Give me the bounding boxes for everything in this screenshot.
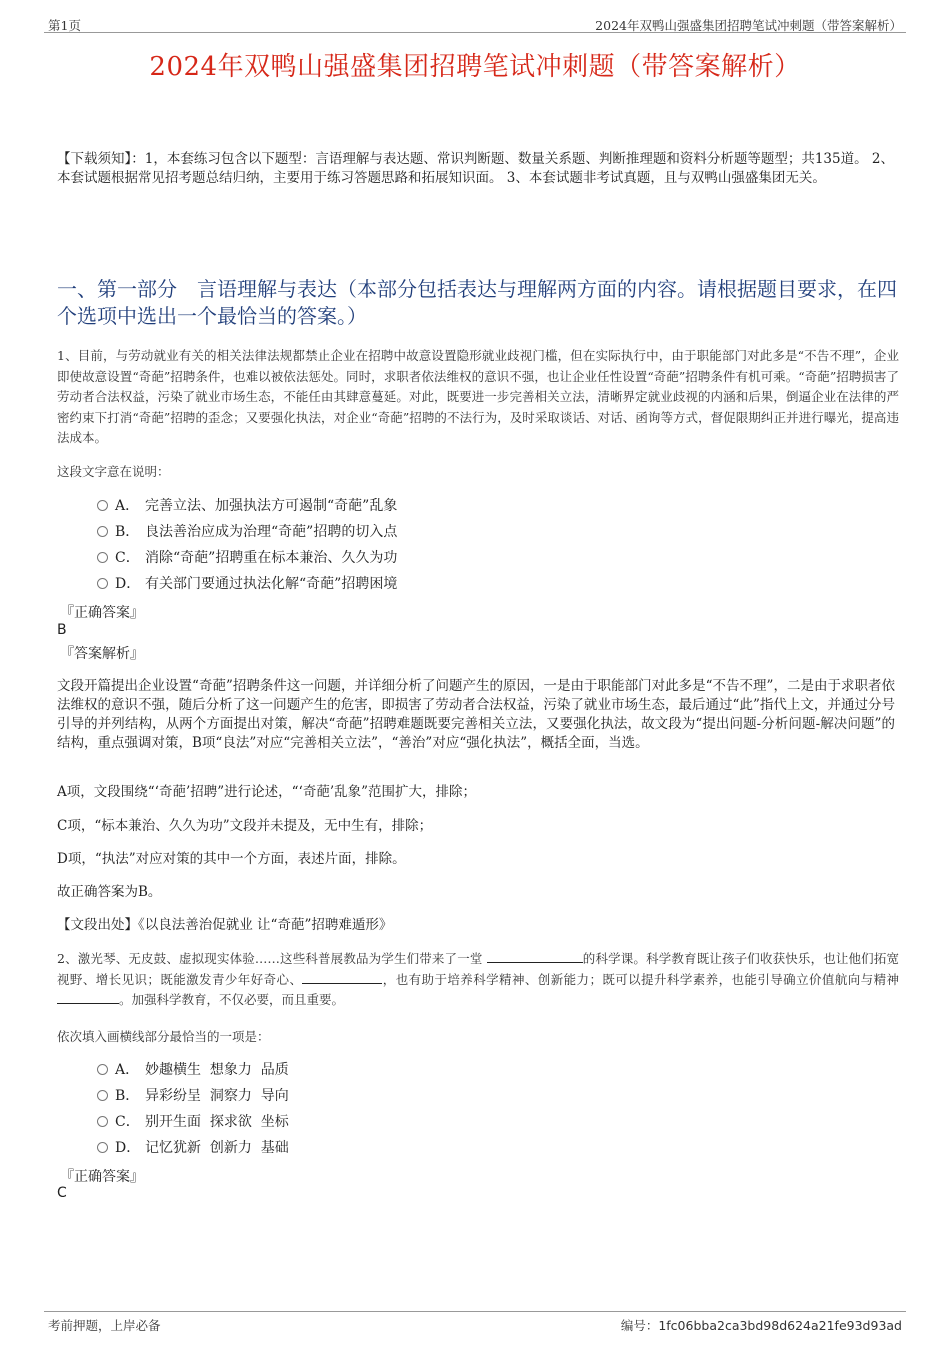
q1-option-b[interactable]: B． 良法善治应成为治理“奇葩”招聘的切入点	[97, 522, 397, 542]
q1-option-c[interactable]: C． 消除“奇葩”招聘重在标本兼治、久久为功	[97, 548, 397, 568]
q2-option-d[interactable]: D． 记忆犹新 创新力 基础	[97, 1138, 289, 1158]
header-title: 2024年双鸭山强盛集团招聘笔试冲刺题（带答案解析）	[595, 18, 902, 33]
q1-analysis-label: 『答案解析』	[60, 646, 144, 662]
page-number: 第1页	[48, 18, 81, 33]
radio-icon[interactable]	[97, 500, 108, 511]
q1-source: 【文段出处】《以良法善治促就业 让“奇葩”招聘难遁形》	[57, 917, 393, 933]
q1-explain-d: D项，“执法”对应对策的其中一个方面，表述片面，排除。	[57, 851, 406, 867]
document-title: 2024年双鸭山强盛集团招聘笔试冲刺题（带答案解析）	[149, 52, 801, 82]
radio-icon[interactable]	[97, 1090, 108, 1101]
fill-blank-2	[302, 971, 382, 984]
section-heading: 一、第一部分 言语理解与表达（本部分包括表达与理解两方面的内容。请根据题目要求，在四个选项中选出一个最恰当的答案。）	[57, 277, 897, 328]
q2-answer-label: 『正确答案』	[60, 1169, 144, 1185]
download-notice: 【下载须知】：1，本套练习包含以下题型：言语理解与表达题、常识判断题、数量关系题、判断推理题和资料分析题等题型；共135道。 2、本套试题根据常见招考题总结归纳，主要用于练习答题思路和拓展知识面。 3、本套试题非考试真题，且与双鸭山强盛集团无关。	[57, 151, 894, 186]
q1-answer: B	[57, 622, 67, 638]
fill-blank-1	[487, 950, 583, 963]
question-2-stem: 依次填入画横线部分最恰当的一项是：	[57, 1029, 270, 1044]
q1-option-a[interactable]: A． 完善立法、加强执法方可遏制“奇葩”乱象	[97, 496, 397, 516]
fill-blank-3	[57, 991, 119, 1004]
footer-slogan: 考前押题，上岸必备	[48, 1318, 161, 1333]
question-2-text: 2、激光琴、无皮鼓、虚拟现实体验……这些科普展教品为学生们带来了一堂 的科学课。科学教育既让孩子们收获快乐，也让他们拓宽视野、增长见识；既能激发青少年好奇心、 ，也有助于培养科学精神、创新能力；既可以提升科学素养，也能引导确立价值航向与精神 。加强科学教育，不仅必要，而且重要。	[57, 951, 899, 1007]
question-1-stem: 这段文字意在说明：	[57, 464, 170, 479]
page-header	[44, 14, 906, 33]
page-footer	[44, 1311, 906, 1332]
radio-icon[interactable]	[97, 526, 108, 537]
radio-icon[interactable]	[97, 1064, 108, 1075]
document-id: 编号：1fc06bba2ca3bd98d624a21fe93d93ad	[620, 1318, 902, 1333]
radio-icon[interactable]	[97, 552, 108, 563]
q2-option-a[interactable]: A． 妙趣横生 想象力 品质	[97, 1060, 289, 1080]
q1-explain-a: A项，文段围绕“‘奇葩’招聘”进行论述，“‘奇葩’乱象”范围扩大，排除；	[57, 784, 477, 800]
q2-option-b[interactable]: B． 异彩纷呈 洞察力 导向	[97, 1086, 289, 1106]
radio-icon[interactable]	[97, 1142, 108, 1153]
radio-icon[interactable]	[97, 578, 108, 589]
radio-icon[interactable]	[97, 1116, 108, 1127]
q1-conclusion: 故正确答案为B。	[57, 884, 162, 900]
q1-analysis: 文段开篇提出企业设置“奇葩”招聘条件这一问题，并详细分析了问题产生的原因，一是由于职能部门对此多是“不告不理”，二是由于求职者依法维权的意识不强，随后分析了这一问题产生的危害，即损害了劳动者合法权益，污染了就业市场生态，最后通过“此”指代上文，并通过分号引导的并列结构，从两个方面提出对策，解决“奇葩”招聘难题既要完善相关立法，又要强化执法，故文段为“提出问题-分析问题-解决问题”的结构，重点强调对策，B项“良法”对应“完善相关立法”，“善治”对应“强化执法”，概括全面，当选。	[57, 678, 895, 751]
q1-answer-label: 『正确答案』	[60, 605, 144, 621]
question-1-text: 1、目前，与劳动就业有关的相关法律法规都禁止企业在招聘中故意设置隐形就业歧视门槛，但在实际执行中，由于职能部门对此多是“不告不理”，企业即使故意设置“奇葩”招聘条件，也难以被依法惩处。同时，求职者依法维权的意识不强，也让企业任性设置“奇葩”招聘条件有机可乘。“奇葩”招聘损害了劳动者合法权益，污染了就业市场生态，不能任由其肆意蔓延。对此，既要进一步完善相关立法，清晰界定就业歧视的内涵和后果，倒逼企业在法律的严密约束下打消“奇葩”招聘的歪念；又要强化执法，对企业“奇葩”招聘的不法行为，及时采取谈话、对话、函询等方式，督促限期纠正并进行曝光，提高违法成本。	[57, 348, 899, 445]
q1-explain-c: C项，“标本兼治、久久为功”文段并未提及，无中生有，排除；	[57, 818, 433, 834]
q2-option-c[interactable]: C． 别开生面 探求欲 坐标	[97, 1112, 289, 1132]
q2-answer: C	[57, 1185, 67, 1201]
q1-option-d[interactable]: D． 有关部门要通过执法化解“奇葩”招聘困境	[97, 574, 397, 594]
